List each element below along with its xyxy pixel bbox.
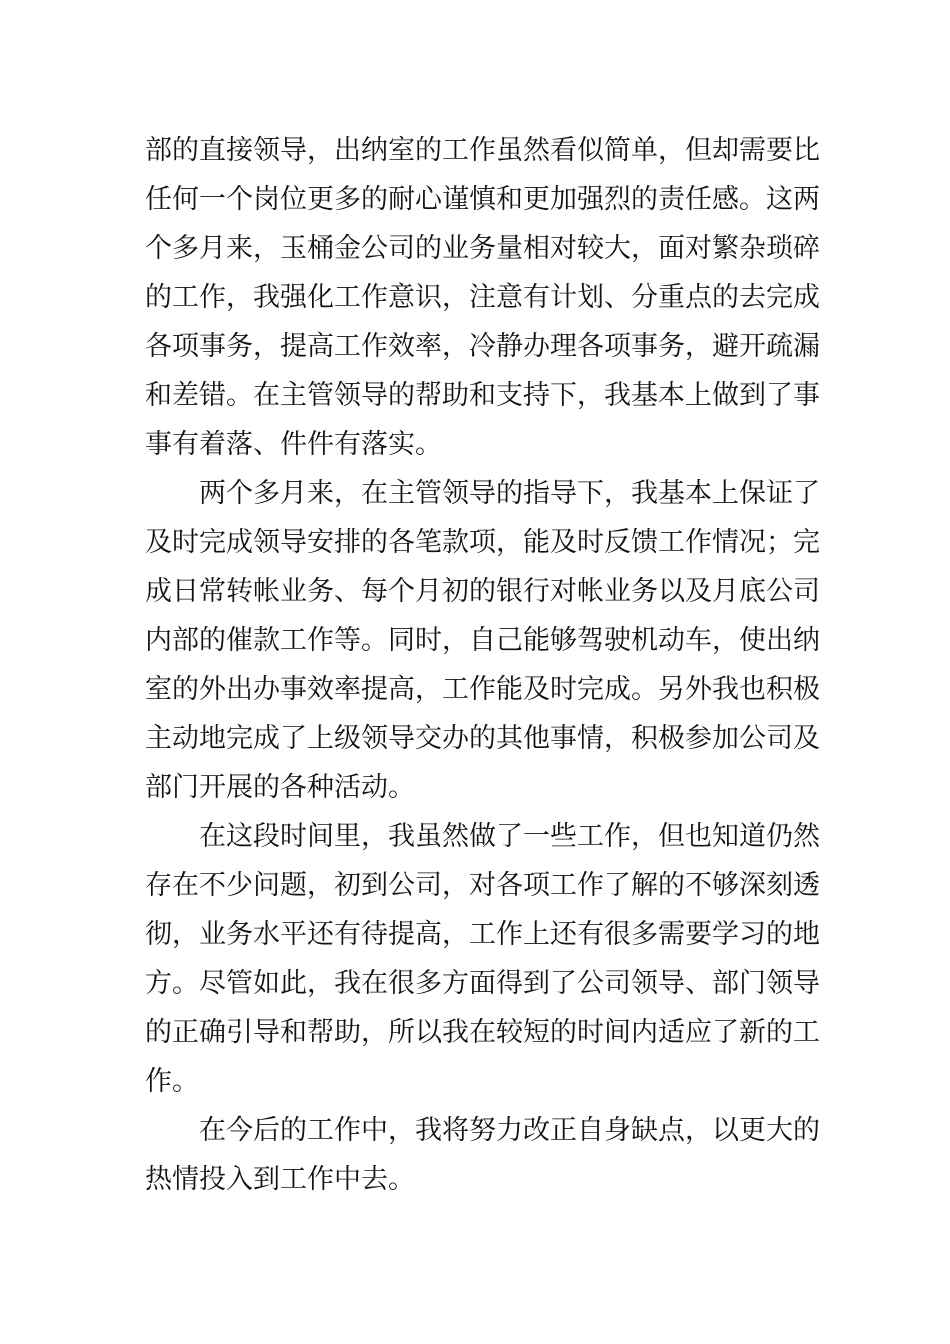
text-line: 主动地完成了上级领导交办的其他事情，积极参加公司及	[145, 723, 820, 754]
text-line: 方。尽管如此，我在很多方面得到了公司领导、部门领导	[145, 968, 820, 999]
text-line: 作。	[145, 1066, 199, 1097]
text-line: 事有着落、件件有落实。	[145, 429, 442, 460]
text-line: 彻，业务水平还有待提高，工作上还有很多需要学习的地	[145, 919, 820, 950]
text-line: 及时完成领导安排的各笔款项，能及时反馈工作情况；完	[145, 527, 820, 558]
text-line: 的正确引导和帮助，所以我在较短的时间内适应了新的工	[145, 1017, 820, 1048]
text-line: 各项事务，提高工作效率，冷静办理各项事务，避开疏漏	[145, 331, 820, 362]
text-line: 在这段时间里，我虽然做了一些工作，但也知道仍然	[199, 821, 820, 852]
text-line: 部门开展的各种活动。	[145, 772, 415, 803]
text-line: 内部的催款工作等。同时，自己能够驾驶机动车，使出纳	[145, 625, 820, 656]
document-body	[145, 126, 820, 1204]
text-line: 存在不少问题，初到公司，对各项工作了解的不够深刻透	[145, 870, 820, 901]
text-line: 个多月来，玉桶金公司的业务量相对较大，面对繁杂琐碎	[145, 233, 820, 264]
text-line: 成日常转帐业务、每个月初的银行对帐业务以及月底公司	[145, 576, 820, 607]
text-line: 部的直接领导，出纳室的工作虽然看似简单，但却需要比	[145, 135, 820, 166]
text-line: 和差错。在主管领导的帮助和支持下，我基本上做到了事	[145, 380, 820, 411]
text-line: 的工作，我强化工作意识，注意有计划、分重点的去完成	[145, 282, 820, 313]
text-line: 在今后的工作中，我将努力改正自身缺点，以更大的	[199, 1115, 820, 1146]
text-line: 任何一个岗位更多的耐心谨慎和更加强烈的责任感。这两	[145, 184, 820, 215]
text-line: 室的外出办事效率提高，工作能及时完成。另外我也积极	[145, 674, 820, 705]
text-line: 热情投入到工作中去。	[145, 1164, 415, 1195]
text-line: 两个多月来，在主管领导的指导下，我基本上保证了	[199, 478, 820, 509]
